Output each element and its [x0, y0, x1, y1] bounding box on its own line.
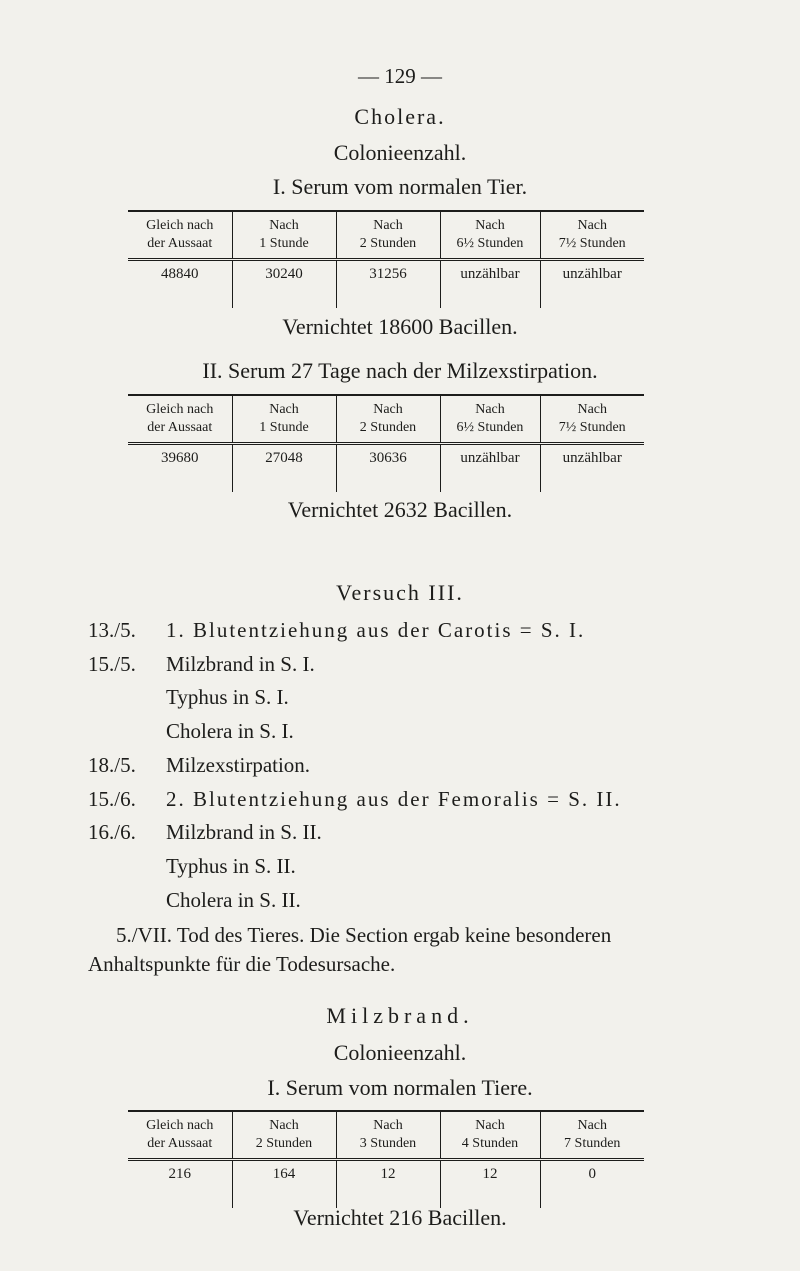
milzbrand-table-1 [128, 1110, 644, 1208]
table-row [128, 1160, 644, 1209]
table-heading-cholera-2: II. Serum 27 Tage nach der Milzexstirpation. [202, 358, 598, 383]
table-cell: 30240 [232, 260, 336, 309]
table-summary-cholera-1: Vernichtet 18600 Bacillen. [282, 314, 518, 339]
section-title-versuch: Versuch III. [336, 580, 464, 605]
table-header-row [128, 1111, 644, 1160]
table-cell: 12 [440, 1160, 540, 1209]
column-header: Nach 4 Stunden [440, 1111, 540, 1160]
column-header: Nach 2 Stunden [232, 1111, 336, 1160]
cholera-table-1 [128, 210, 644, 308]
table-cell: unzählbar [540, 260, 644, 309]
table-heading-cholera-1: I. Serum vom normalen Tier. [272, 174, 528, 199]
table-row [128, 260, 644, 309]
column-header: Nach 2 Stunden [336, 395, 440, 444]
column-header: Gleich nach der Aussaat [128, 395, 232, 444]
entry-date: 18./5. [88, 753, 136, 777]
section-title-milzbrand: Milzbrand. [326, 1003, 474, 1028]
entry-text: 2. Blutentziehung aus der Femoralis = S. II. [166, 787, 622, 811]
table-header-row [128, 395, 644, 444]
table-cell: 30636 [336, 444, 440, 493]
column-header: Nach 1 Stunde [232, 211, 336, 260]
table-cell: 164 [232, 1160, 336, 1209]
table-cell: unzählbar [440, 444, 540, 493]
column-header: Nach 1 Stunde [232, 395, 336, 444]
table-cell: 39680 [161, 450, 199, 466]
table-cell: unzählbar [440, 260, 540, 309]
section-subtitle-cholera: Colonieenzahl. [333, 140, 467, 165]
protocol-final-note: 5./VII. Tod des Tieres. Die Section ergab keine besonderen Anhaltspunkte für die Todesursache. [88, 923, 612, 976]
entry-text: Cholera in S. II. [166, 888, 301, 912]
entry-date: 15./5. [88, 652, 136, 676]
column-header: Nach 7 Stunden [540, 1111, 644, 1160]
column-header: Nach 6½ Stunden [440, 211, 540, 260]
table-cell: 216 [168, 1166, 191, 1182]
entry-text: Milzbrand in S. II. [166, 820, 322, 844]
entry-text: 1. Blutentziehung aus der Carotis = S. I. [166, 618, 586, 642]
table-cell: 27048 [232, 444, 336, 493]
table-summary-cholera-2: Vernichtet 2632 Bacillen. [287, 497, 513, 522]
cholera-table-2 [128, 394, 644, 492]
page-number: — 129 — [358, 64, 442, 88]
table-heading-milzbrand-1: I. Serum vom normalen Tiere. [267, 1075, 533, 1100]
column-header: Gleich nach der Aussaat [128, 1111, 232, 1160]
column-header: Gleich nach der Aussaat [128, 211, 232, 260]
column-header: Nach 2 Stunden [336, 211, 440, 260]
table-cell: unzählbar [540, 444, 644, 493]
entry-text: Cholera in S. I. [166, 719, 294, 743]
entry-date: 16./6. [88, 820, 136, 844]
section-subtitle-milzbrand: Colonieenzahl. [333, 1040, 467, 1065]
table-cell: 48840 [161, 266, 199, 282]
table-summary-milzbrand-1: Vernichtet 216 Bacillen. [293, 1205, 507, 1230]
column-header: Nach 3 Stunden [336, 1111, 440, 1160]
table-header-row [128, 211, 644, 260]
section-title-cholera: Cholera. [354, 104, 446, 129]
entry-text: Typhus in S. II. [166, 854, 296, 878]
entry-date: 15./6. [88, 787, 136, 811]
table-row [128, 444, 644, 493]
table-cell: 12 [336, 1160, 440, 1209]
entry-date: 13./5. [88, 618, 136, 642]
table-cell: 0 [540, 1160, 644, 1209]
column-header: Nach 7½ Stunden [540, 395, 644, 444]
column-header: Nach 7½ Stunden [540, 211, 644, 260]
entry-text: Milzexstirpation. [166, 753, 311, 777]
entry-text: Milzbrand in S. I. [166, 652, 315, 676]
column-header: Nach 6½ Stunden [440, 395, 540, 444]
table-cell: 31256 [336, 260, 440, 309]
entry-text: Typhus in S. I. [166, 685, 289, 709]
